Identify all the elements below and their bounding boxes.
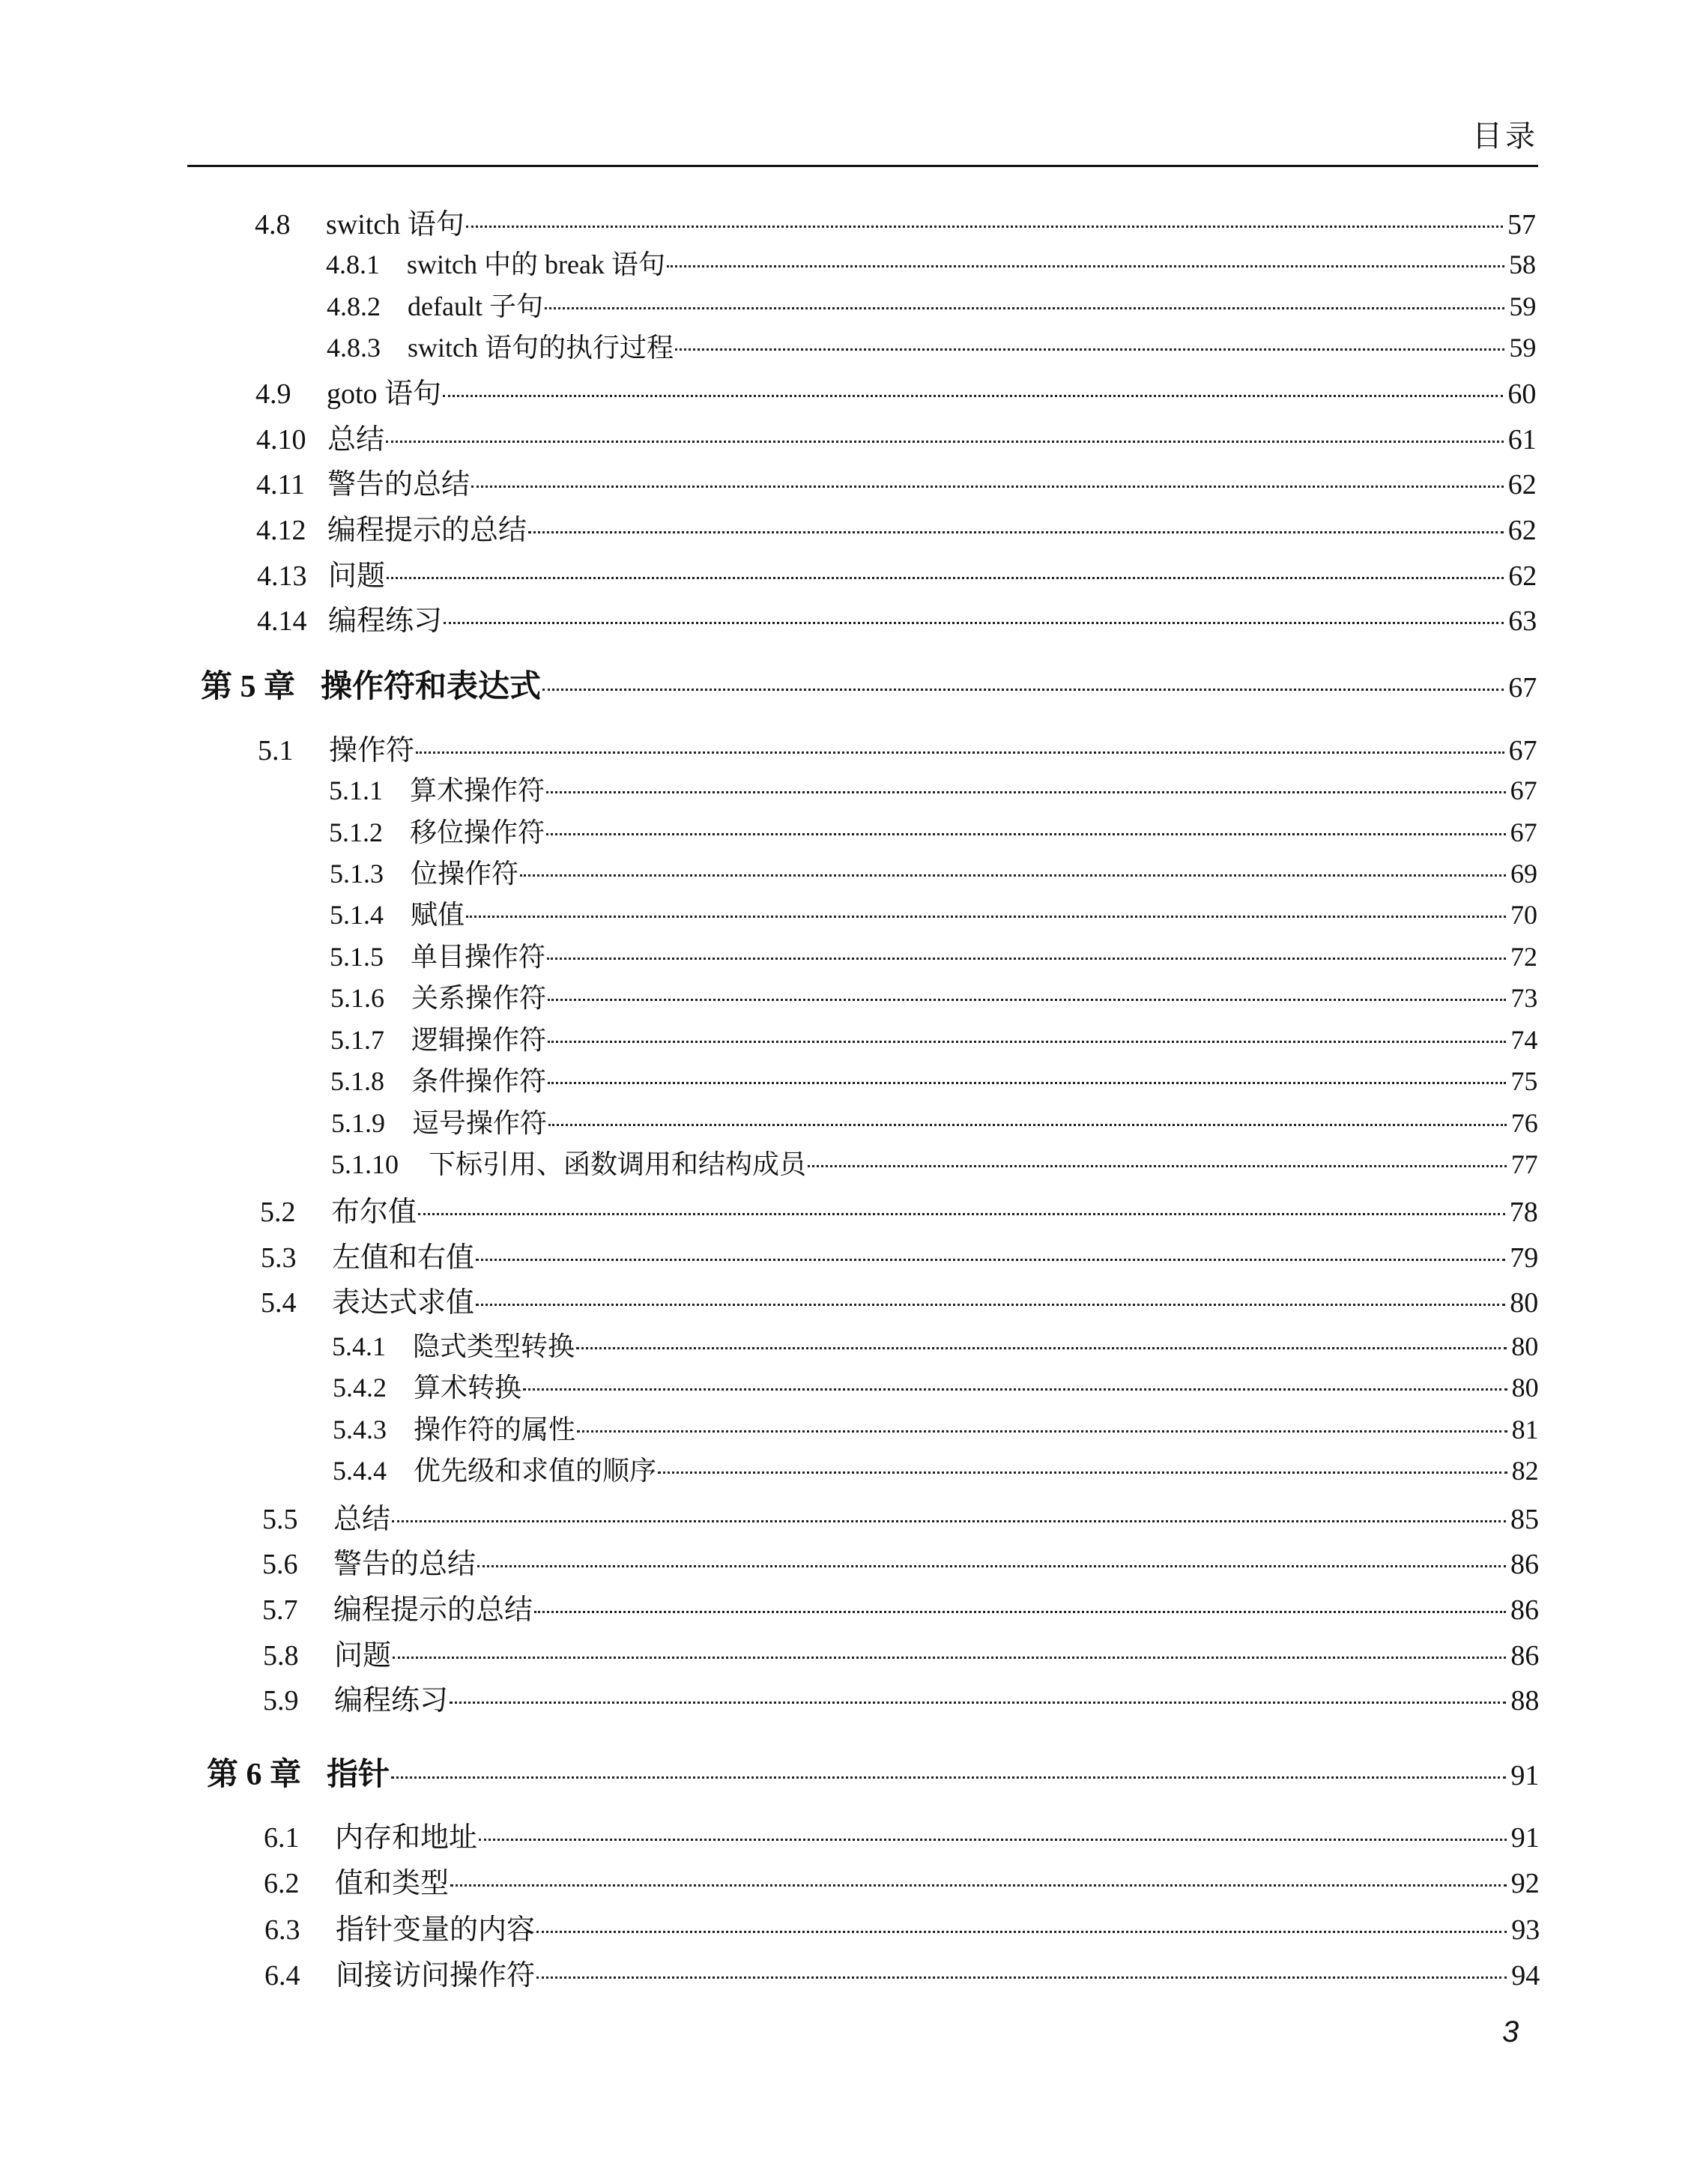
toc-subsection-row	[332, 1325, 1538, 1364]
toc-entry-number: 4.8.3	[327, 333, 381, 363]
toc-entry-number: 4.14	[257, 605, 307, 637]
toc-entry-title: 条件操作符	[411, 1066, 547, 1096]
dot-leader	[667, 265, 1504, 267]
toc-entry-title: 移位操作符	[410, 817, 545, 847]
toc-section-row	[264, 1814, 1540, 1855]
toc-subsection-row	[333, 1450, 1539, 1488]
toc-entry-number: 6.4	[264, 1960, 300, 1991]
toc-entry-number: 5.1	[258, 735, 294, 766]
toc-chapter-row	[201, 662, 1537, 707]
toc-entry-page: 80	[1510, 1287, 1539, 1319]
toc-section-row	[258, 727, 1537, 768]
toc-entry-number: 5.1.9	[331, 1108, 385, 1138]
dot-leader	[466, 226, 1503, 228]
toc-entry-title: switch 中的 break 语句	[407, 249, 665, 279]
toc-entry-title: 问题	[334, 1640, 392, 1672]
toc-section-row	[264, 1906, 1540, 1947]
dot-leader	[577, 1430, 1507, 1433]
toc-entry-page: 77	[1510, 1149, 1538, 1179]
dot-leader	[808, 1165, 1507, 1167]
dot-leader	[534, 1611, 1506, 1613]
toc-entry-title: 布尔值	[331, 1197, 417, 1228]
dot-leader	[450, 1884, 1507, 1887]
toc-entry-title: 逗号操作符	[412, 1108, 548, 1138]
toc-entry-page: 93	[1511, 1914, 1540, 1946]
toc-entry-title: 编程练习	[328, 605, 443, 637]
toc-entry-number: 5.3	[261, 1242, 297, 1274]
toc-subsection-row	[330, 977, 1537, 1015]
toc-entry-title: 操作符和表达式	[321, 670, 542, 704]
toc-entry-title: 算术操作符	[410, 775, 545, 805]
toc-entry-page: 63	[1508, 605, 1537, 637]
dot-leader	[520, 874, 1506, 877]
toc-entry-number: 6.1	[264, 1822, 300, 1854]
dot-leader	[528, 531, 1504, 533]
toc-entry-title: goto 语句	[327, 378, 442, 410]
dot-leader	[523, 1388, 1507, 1391]
toc-subsection-row	[330, 853, 1537, 891]
toc-entry-number: 5.4.1	[332, 1331, 386, 1361]
toc-entry-page: 62	[1507, 515, 1537, 546]
toc-subsection-row	[327, 327, 1536, 365]
toc-entry-title: 赋值	[411, 900, 465, 930]
toc-entry-number: 5.9	[263, 1685, 299, 1716]
toc-section-row	[262, 1586, 1539, 1627]
toc-section-row	[255, 370, 1536, 411]
toc-entry-page: 80	[1511, 1373, 1539, 1403]
toc-entry-page: 67	[1508, 735, 1537, 766]
toc-section-row	[264, 1860, 1540, 1901]
toc-entry-page: 59	[1509, 291, 1537, 321]
toc-section-row	[256, 416, 1537, 457]
toc-entry-page: 86	[1510, 1594, 1539, 1626]
toc-subsection-row	[331, 1102, 1538, 1140]
toc-entry-title: 编程提示的总结	[327, 515, 527, 546]
toc-entry-page: 79	[1510, 1242, 1539, 1274]
toc-entry-title: 值和类型	[335, 1868, 450, 1899]
toc-entry-page: 86	[1510, 1640, 1540, 1672]
toc-entry-page: 62	[1508, 560, 1537, 592]
dot-leader	[576, 1347, 1507, 1349]
toc-entry-number: 5.1.3	[330, 859, 384, 889]
dot-leader	[658, 1471, 1507, 1474]
dot-leader	[476, 1304, 1505, 1306]
toc-entry-title: 操作符	[329, 735, 415, 766]
dot-leader	[548, 1082, 1506, 1084]
dot-leader	[416, 751, 1504, 754]
toc-entry-number: 4.13	[257, 560, 307, 592]
toc-entry-number: 4.8.2	[327, 291, 381, 321]
toc-section-row	[261, 1279, 1538, 1320]
dot-leader	[536, 1976, 1507, 1979]
toc-entry-title: 总结	[327, 424, 385, 456]
toc-entry-number: 4.10	[256, 424, 306, 456]
toc-entry-page: 60	[1507, 378, 1537, 410]
toc-entry-page: 58	[1509, 249, 1536, 279]
toc-entry-title: 编程提示的总结	[333, 1594, 533, 1626]
toc-subsection-row	[330, 936, 1537, 974]
toc-entry-number: 5.1.4	[330, 900, 384, 930]
toc-entry-title: 内存和地址	[335, 1822, 478, 1854]
toc-section-row	[263, 1677, 1539, 1718]
toc-entry-title: 总结	[333, 1504, 391, 1535]
toc-subsection-row	[333, 1367, 1539, 1405]
toc-entry-page: 91	[1510, 1760, 1540, 1791]
toc-entry-title: 表达式求值	[332, 1287, 475, 1319]
toc-section-row	[257, 552, 1537, 593]
toc-section-row	[260, 1188, 1538, 1229]
dot-leader	[471, 485, 1504, 488]
toc-entry-number: 5.2	[260, 1197, 296, 1228]
toc-entry-page: 67	[1508, 672, 1537, 704]
toc-entry-page: 94	[1511, 1960, 1540, 1991]
toc-entry-title: switch 语句的执行过程	[408, 333, 674, 363]
toc-entry-number: 5.6	[262, 1549, 298, 1580]
dot-leader	[466, 916, 1506, 918]
toc-subsection-row	[333, 1409, 1539, 1447]
toc-entry-number: 5.8	[263, 1640, 299, 1672]
toc-entry-number: 5.4	[261, 1287, 297, 1319]
toc-section-row	[262, 1495, 1539, 1537]
dot-leader	[542, 689, 1504, 691]
toc-entry-page: 85	[1510, 1504, 1539, 1535]
toc-section-row	[256, 506, 1537, 548]
toc-subsection-row	[329, 769, 1537, 808]
toc-entry-title: 指针	[327, 1758, 390, 1792]
toc-entry-number: 5.5	[262, 1504, 298, 1535]
dot-leader	[546, 833, 1506, 835]
toc-entry-page: 81	[1511, 1415, 1539, 1445]
dot-leader	[476, 1259, 1505, 1261]
dot-leader	[418, 1213, 1505, 1215]
toc-entry-number: 4.8	[255, 209, 291, 241]
toc-entry-page: 86	[1510, 1549, 1539, 1580]
toc-subsection-row	[330, 1060, 1537, 1098]
dot-leader	[393, 1657, 1506, 1659]
dot-leader	[547, 958, 1506, 960]
toc-entry-page: 57	[1507, 209, 1536, 241]
toc-entry-title: 警告的总结	[327, 469, 471, 500]
toc-entry-title: 关系操作符	[411, 983, 547, 1013]
toc-entry-page: 61	[1507, 424, 1537, 456]
toc-entry-number: 5.1.1	[329, 775, 383, 805]
dot-leader	[386, 441, 1504, 443]
dot-leader	[392, 1520, 1506, 1522]
toc-entry-title: 间接访问操作符	[336, 1960, 536, 1991]
toc-entry-number: 5.1.2	[329, 817, 383, 847]
toc-section-row	[257, 597, 1537, 638]
toc-entry-number: 4.12	[256, 515, 306, 546]
toc-section-row	[255, 201, 1536, 242]
dot-leader	[545, 307, 1504, 309]
dot-leader	[444, 622, 1504, 624]
toc-entry-title: 位操作符	[411, 859, 519, 889]
toc-entry-number: 5.4.2	[333, 1373, 387, 1403]
page-number: 3	[1502, 2015, 1519, 2048]
toc-subsection-row	[327, 285, 1536, 324]
dot-leader	[479, 1839, 1507, 1841]
toc-entry-number: 6.2	[264, 1868, 300, 1899]
toc-entry-page: 78	[1509, 1197, 1538, 1228]
toc-entry-title: 单目操作符	[411, 942, 546, 972]
toc-entry-page: 69	[1510, 859, 1537, 889]
toc-entry-number: 5.7	[262, 1594, 298, 1626]
toc-entry-page: 80	[1511, 1331, 1539, 1361]
dot-leader	[391, 1776, 1506, 1779]
toc-subsection-row	[326, 243, 1536, 282]
toc-subsection-row	[329, 811, 1537, 850]
dot-leader	[548, 1041, 1506, 1043]
dot-leader	[536, 1931, 1507, 1933]
toc-entry-page: 67	[1510, 775, 1537, 805]
toc-entry-title: 左值和右值	[332, 1242, 475, 1274]
toc-section-row	[261, 1234, 1538, 1275]
toc-entry-number: 5.1.6	[330, 983, 384, 1013]
toc-entry-title: 优先级和求值的顺序	[414, 1456, 657, 1486]
toc-entry-title: 逻辑操作符	[411, 1025, 547, 1055]
toc-entry-title: 警告的总结	[333, 1549, 477, 1580]
toc-entry-title: 操作符的属性	[414, 1415, 576, 1445]
toc-entry-number: 5.1.5	[330, 942, 384, 972]
toc-entry-title: 算术转换	[414, 1373, 522, 1403]
toc-entry-title: 问题	[328, 560, 386, 592]
toc-entry-page: 92	[1510, 1868, 1540, 1899]
toc-subsection-row	[331, 1143, 1538, 1182]
toc-entry-page: 91	[1510, 1822, 1540, 1854]
toc-entry-title: 下标引用、函数调用和结构成员	[429, 1149, 807, 1179]
toc-entry-number: 5.1.7	[330, 1025, 384, 1055]
dot-leader	[548, 1124, 1507, 1126]
toc-entry-page: 59	[1509, 333, 1537, 363]
toc-entry-number: 4.11	[256, 469, 306, 500]
dot-leader	[675, 348, 1504, 351]
toc-section-row	[256, 461, 1537, 502]
dot-leader	[450, 1701, 1506, 1704]
toc-entry-page: 75	[1510, 1066, 1538, 1096]
toc-entry-number: 第 5 章	[201, 670, 296, 704]
toc-entry-title: 隐式类型转换	[413, 1331, 575, 1361]
toc-entry-page: 88	[1510, 1685, 1540, 1716]
toc-section-row	[262, 1540, 1539, 1582]
toc-entry-number: 4.8.1	[326, 249, 380, 279]
toc-entry-number: 6.3	[264, 1914, 300, 1946]
toc-section-row	[263, 1632, 1539, 1673]
toc-entry-title: 指针变量的内容	[336, 1914, 536, 1946]
toc-entry-page: 67	[1510, 817, 1537, 847]
toc-entry-number: 5.4.3	[333, 1415, 387, 1445]
toc-entry-page: 73	[1510, 983, 1538, 1013]
toc-chapter-row	[207, 1749, 1539, 1794]
dot-leader	[387, 577, 1504, 579]
toc-entry-number: 5.4.4	[333, 1456, 387, 1486]
toc-entry-number: 5.1.8	[330, 1066, 384, 1096]
dot-leader	[443, 395, 1503, 397]
toc-section-row	[264, 1952, 1540, 1993]
toc-entry-title: default 子句	[408, 291, 543, 321]
toc-entry-page: 76	[1510, 1108, 1538, 1138]
dot-leader	[477, 1565, 1506, 1567]
dot-leader	[546, 791, 1506, 793]
toc-entry-page: 74	[1510, 1025, 1538, 1055]
toc-entry-title: switch 语句	[326, 209, 465, 241]
toc-entry-number: 4.9	[255, 378, 291, 410]
toc-entry-page: 62	[1507, 469, 1537, 500]
toc-entry-page: 70	[1510, 900, 1537, 930]
toc-subsection-row	[330, 1019, 1537, 1057]
toc-entry-number: 第 6 章	[207, 1758, 302, 1792]
header-rule	[187, 165, 1538, 167]
toc-entry-page: 72	[1510, 942, 1537, 972]
toc-entry-number: 5.1.10	[331, 1149, 399, 1179]
toc-entry-title: 编程练习	[334, 1685, 449, 1716]
toc-subsection-row	[330, 894, 1537, 932]
toc-entry-page: 82	[1511, 1456, 1539, 1486]
page-header-title: 目录	[1472, 119, 1538, 153]
dot-leader	[548, 999, 1506, 1001]
